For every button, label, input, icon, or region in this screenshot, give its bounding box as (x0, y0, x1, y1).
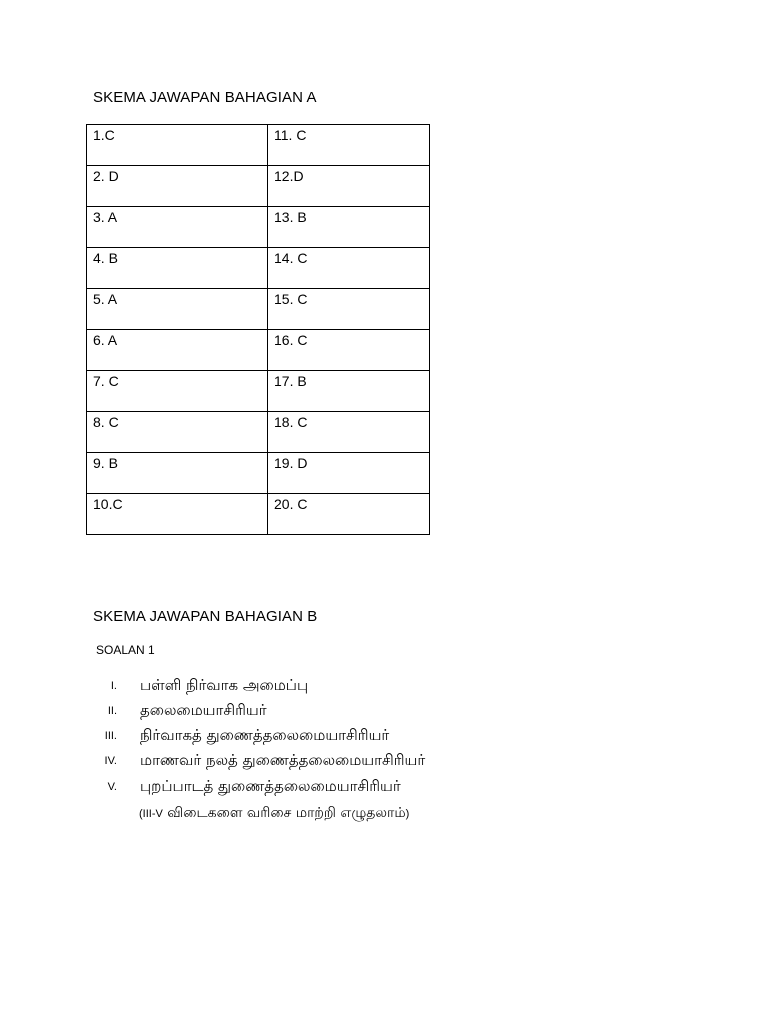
table-row (87, 289, 430, 330)
list-item-text: தலைமையாசிரியர் (140, 701, 267, 719)
table-cell: 16. C (268, 330, 430, 371)
table-cell: 12.D (268, 166, 430, 207)
answer-table (86, 124, 430, 535)
list-item-text: நிர்வாகத் துணைத்தலைமையாசிரியர் (140, 726, 390, 744)
table-cell: 17. B (268, 371, 430, 412)
table-cell: 13. B (268, 207, 430, 248)
list-item (0, 676, 768, 700)
table-cell: 10.C (87, 494, 268, 535)
table-row (87, 207, 430, 248)
table-cell: 1.C (87, 125, 268, 166)
note-prefix: (III-V (139, 808, 163, 820)
table-cell: 8. C (87, 412, 268, 453)
list-item-number: I. (110, 680, 117, 692)
list-item (0, 751, 768, 775)
table-cell: 20. C (268, 494, 430, 535)
table-cell: 18. C (268, 412, 430, 453)
table-cell: 19. D (268, 453, 430, 494)
list-item (0, 701, 768, 725)
table-row (87, 453, 430, 494)
list-item-number: III. (104, 730, 117, 742)
table-cell: 3. A (87, 207, 268, 248)
table-row (87, 494, 430, 535)
list-item (0, 726, 768, 750)
list-item-number: II. (107, 705, 117, 717)
table-row (87, 371, 430, 412)
list-item-text: மாணவர் நலத் துணைத்தலைமையாசிரியர் (140, 751, 426, 769)
table-cell: 15. C (268, 289, 430, 330)
table-cell: 4. B (87, 248, 268, 289)
question-label: SOALAN 1 (96, 643, 155, 657)
list-item-text: பள்ளி நிர்வாக அமைப்பு (140, 676, 309, 694)
table-cell: 9. B (87, 453, 268, 494)
section-b-title: SKEMA JAWAPAN BAHAGIAN B (93, 608, 318, 625)
table-cell: 14. C (268, 248, 430, 289)
section-a-title: SKEMA JAWAPAN BAHAGIAN A (93, 89, 317, 106)
list-item (0, 777, 768, 801)
table-row (87, 125, 430, 166)
list-item-number: IV. (104, 755, 117, 767)
table-cell: 7. C (87, 371, 268, 412)
note-suffix: ) (405, 808, 410, 820)
table-row (87, 248, 430, 289)
table-cell: 5. A (87, 289, 268, 330)
table-row (87, 412, 430, 453)
note (139, 804, 409, 823)
list-item-number: V. (107, 781, 117, 793)
list-item-text: புறப்பாடத் துணைத்தலைமையாசிரியர் (140, 777, 401, 795)
table-cell: 6. A (87, 330, 268, 371)
table-cell: 2. D (87, 166, 268, 207)
note-text: விடைகளை வரிசை மாற்றி எழுதலாம் (162, 805, 406, 821)
table-row (87, 166, 430, 207)
table-row (87, 330, 430, 371)
table-cell: 11. C (268, 125, 430, 166)
